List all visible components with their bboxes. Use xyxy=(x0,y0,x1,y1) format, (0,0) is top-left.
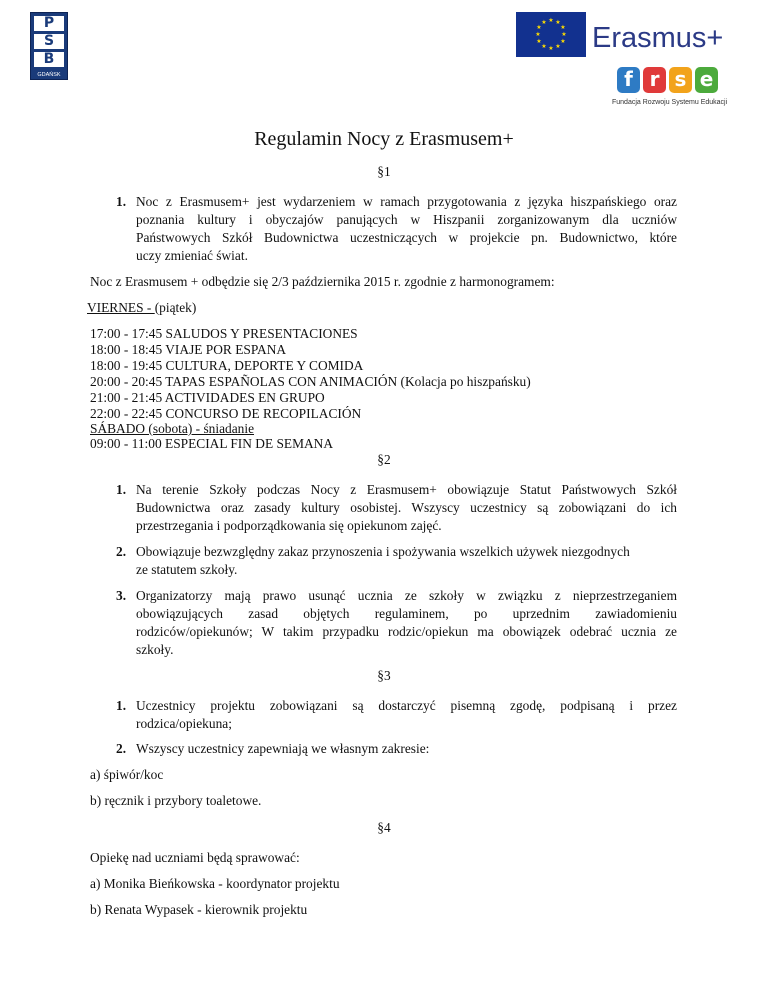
schedule-item: 18:00 - 18:45 VIAJE POR ESPANA xyxy=(90,342,287,357)
section-2-sign: §2 xyxy=(377,452,391,467)
schedule-item: 22:00 - 22:45 CONCURSO DE RECOPILACIÓN xyxy=(90,406,362,421)
schedule-item: 18:00 - 19:45 CULTURA, DEPORTE Y COMIDA xyxy=(90,358,364,373)
svg-text:★: ★ xyxy=(536,24,542,31)
svg-text:★: ★ xyxy=(555,43,561,50)
s3-p1-number: 1. xyxy=(116,698,127,713)
s2-p3-line-2: obowiązujących zasad objętych regulaminem, po uprzednim zawiadomieniu xyxy=(136,606,677,621)
s1-p1-line-4: uczy zmieniać świat. xyxy=(136,248,248,263)
s4-item-a: a) Monika Bieńkowska - koordynator projektu xyxy=(90,876,340,891)
frse-logo xyxy=(617,67,721,97)
section-1-sign: §1 xyxy=(377,164,391,179)
s2-p1-number: 1. xyxy=(116,482,127,497)
s4-intro: Opiekę nad uczniami będą sprawować: xyxy=(90,850,300,865)
psb-letter-s: S xyxy=(43,33,55,49)
svg-text:★: ★ xyxy=(560,38,566,45)
psb-letter-b: B xyxy=(43,51,55,67)
s3-p1-line-1: Uczestnicy projektu zobowiązani są dostarczyć pisemną zgodę, podpisaną i przez xyxy=(136,698,677,713)
eu-stars-icon xyxy=(516,12,586,57)
schedule-intro: Noc z Erasmusem + odbędzie się 2/3 października 2015 r. zgodnie z harmonogramem: xyxy=(90,274,555,289)
svg-text:★: ★ xyxy=(536,38,542,45)
erasmus-plus-logo: Erasmus+ xyxy=(592,22,724,54)
svg-text:★: ★ xyxy=(555,19,561,26)
s2-p3-line-1: Organizatorzy mają prawo usunąć ucznia ze szkoły w związku z nieprzestrzeganiem xyxy=(136,588,677,603)
s2-p3-number: 3. xyxy=(116,588,127,603)
s2-p2-number: 2. xyxy=(116,544,127,559)
saturday-label: SÁBADO (sobota) - śniadanie xyxy=(90,421,255,436)
schedule-item: 20:00 - 20:45 TAPAS ESPAÑOLAS CON ANIMACIÓN (Kolacja po hiszpańsku) xyxy=(90,374,531,389)
s2-p1-line-2: Budownictwa oraz zasady kultury osobistej. Wszyscy uczestnicy są zobowiązani do ich xyxy=(136,500,677,515)
svg-text:★: ★ xyxy=(548,45,554,52)
s3-p2-text: Wszyscy uczestnicy zapewniają we własnym zakresie: xyxy=(136,741,430,756)
frse-letter-s: s xyxy=(669,67,692,93)
s3-item-b: b) ręcznik i przybory toaletowe. xyxy=(90,793,262,808)
friday-heading xyxy=(87,300,196,316)
document-title: Regulamin Nocy z Erasmusem+ xyxy=(254,128,514,150)
svg-text:★: ★ xyxy=(560,24,566,31)
frse-letter-e: e xyxy=(695,67,718,93)
eu-flag-icon xyxy=(516,12,586,57)
s1-p1-number: 1. xyxy=(116,194,127,209)
s4-item-b: b) Renata Wypasek - kierownik projektu xyxy=(90,902,308,917)
svg-text:★: ★ xyxy=(535,31,541,38)
friday-paren: (piątek) xyxy=(154,300,197,315)
s2-p3-line-3: rodziców/opiekunów; W takim przypadku rodzic/opiekun ma obowiązek odebrać ucznia ze xyxy=(136,624,677,639)
s2-p2-line-2: ze statutem szkoły. xyxy=(136,562,238,577)
s1-p1-line-1: Noc z Erasmusem+ jest wydarzeniem w ramach przygotowania z języka hiszpańskiego oraz xyxy=(136,194,677,209)
s1-p1-line-2: poznania kultury i obyczajów panujących w Hiszpanii zorganizowanym dla uczniów xyxy=(136,212,677,227)
s2-p2-line-1: Obowiązuje bezwzględny zakaz przynoszenia i spożywania wszelkich używek niezgodnych xyxy=(136,544,630,559)
svg-text:★: ★ xyxy=(548,17,554,24)
s1-p1-line-3: Państwowych Szkół Budownictwa uczestniczących w projekcie pn. Budownictwo, które xyxy=(136,230,677,245)
frse-subtitle: Fundacja Rozwoju Systemu Edukacji xyxy=(612,99,728,106)
psb-town: GDAŃSK xyxy=(37,72,61,78)
svg-text:★: ★ xyxy=(561,31,567,38)
schedule-item: 09:00 - 11:00 ESPECIAL FIN DE SEMANA xyxy=(90,436,334,451)
frse-letter-r: r xyxy=(643,67,666,93)
frse-letter-f: f xyxy=(617,67,640,93)
section-4-sign: §4 xyxy=(377,820,391,835)
svg-text:★: ★ xyxy=(541,43,547,50)
saturday-heading xyxy=(90,421,254,437)
friday-label: VIERNES - xyxy=(87,300,155,315)
s3-item-a: a) śpiwór/koc xyxy=(90,767,164,782)
s3-p2-number: 2. xyxy=(116,741,127,756)
s2-p1-line-1: Na terenie Szkoły podczas Nocy z Erasmusem+ obowiązuje Statut Państwowych Szkół xyxy=(136,482,677,497)
s3-p1-line-2: rodzica/opiekuna; xyxy=(136,716,232,731)
s2-p1-line-3: przestrzegania i podporządkowania się opiekunom zajęć. xyxy=(136,518,442,533)
psb-logo xyxy=(30,12,68,80)
s2-p3-line-4: szkoły. xyxy=(136,642,174,657)
schedule-item: 17:00 - 17:45 SALUDOS Y PRESENTACIONES xyxy=(90,326,358,341)
svg-text:★: ★ xyxy=(541,19,547,26)
section-3-sign: §3 xyxy=(377,668,391,683)
schedule-item: 21:00 - 21:45 ACTIVIDADES EN GRUPO xyxy=(90,390,325,405)
psb-letter-p: P xyxy=(43,15,55,31)
